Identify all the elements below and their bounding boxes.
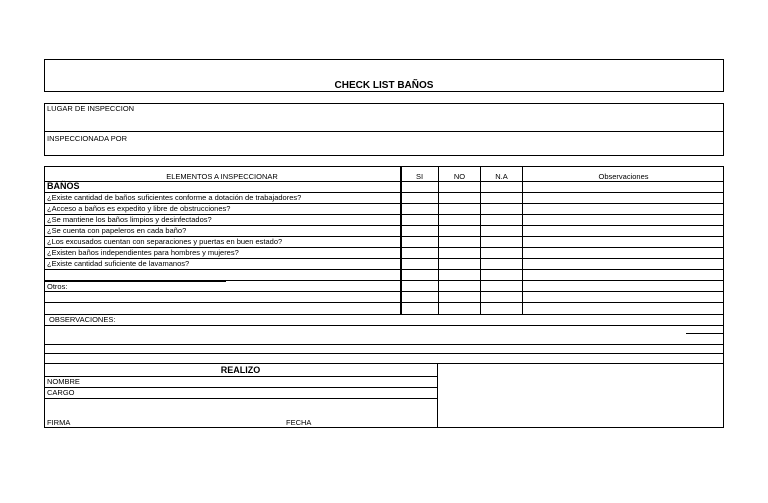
col-header-no: NO: [453, 172, 466, 181]
row-line: [44, 291, 724, 292]
checklist-item: ¿Se cuenta con papeleros en cada baño?: [47, 226, 187, 235]
lugar-label: LUGAR DE INSPECCION: [47, 104, 135, 113]
row-line: [44, 181, 724, 182]
realizo-row-line: [44, 376, 437, 377]
inspeccionada-label: INSPECCIONADA POR: [47, 134, 128, 143]
realizo-divider: [437, 363, 438, 428]
checklist-item: ¿Existe cantidad suficiente de lavamanos?: [47, 259, 190, 268]
cargo-label: CARGO: [47, 388, 75, 397]
observaciones-line: [44, 344, 724, 345]
checklist-item: ¿Existen baños independientes para hombres y mujeres?: [47, 248, 239, 257]
col-header-elementos: ELEMENTOS A INSPECCIONAR: [166, 172, 278, 181]
checklist-item: ¿Se mantiene los baños limpios y desinfectados?: [47, 215, 212, 224]
otros-label: Otros:: [47, 282, 68, 291]
observaciones-label: OBSERVACIONES:: [49, 315, 116, 324]
checklist-item: ¿Acceso a baños es expedito y libre de obstrucciones?: [47, 204, 231, 213]
col-divider-si: [438, 166, 439, 315]
observaciones-line: [44, 325, 724, 326]
row-line: [44, 302, 724, 303]
nombre-label: NOMBRE: [47, 377, 80, 386]
col-header-si: SI: [415, 172, 424, 181]
col-divider-elements: [400, 166, 402, 315]
col-header-observaciones: Observaciones: [598, 172, 649, 181]
header-divider: [44, 131, 724, 132]
realizo-row-line: [44, 387, 437, 388]
page-title: CHECK LIST BAÑOS: [334, 80, 434, 91]
checklist-item: ¿Existe cantidad de baños suficientes conforme a dotación de trabajadores?: [47, 193, 302, 202]
col-divider-na: [522, 166, 523, 315]
col-divider-no: [480, 166, 481, 315]
section-banos: BAÑOS: [47, 181, 80, 191]
fecha-label: FECHA: [286, 418, 312, 427]
otros-underline: [44, 281, 226, 282]
observaciones-line: [44, 353, 724, 354]
firma-label: FIRMA: [47, 418, 71, 427]
header-fields-box: [44, 103, 724, 156]
observaciones-short-line: [686, 333, 724, 334]
col-header-na: N.A: [495, 172, 508, 181]
observaciones-box: [44, 314, 724, 364]
realizo-row-line: [44, 398, 437, 399]
checklist-item: ¿Los excusados cuentan con separaciones y puertas en buen estado?: [47, 237, 283, 246]
realizo-title: REALIZO: [220, 365, 261, 375]
row-line: [44, 269, 724, 270]
